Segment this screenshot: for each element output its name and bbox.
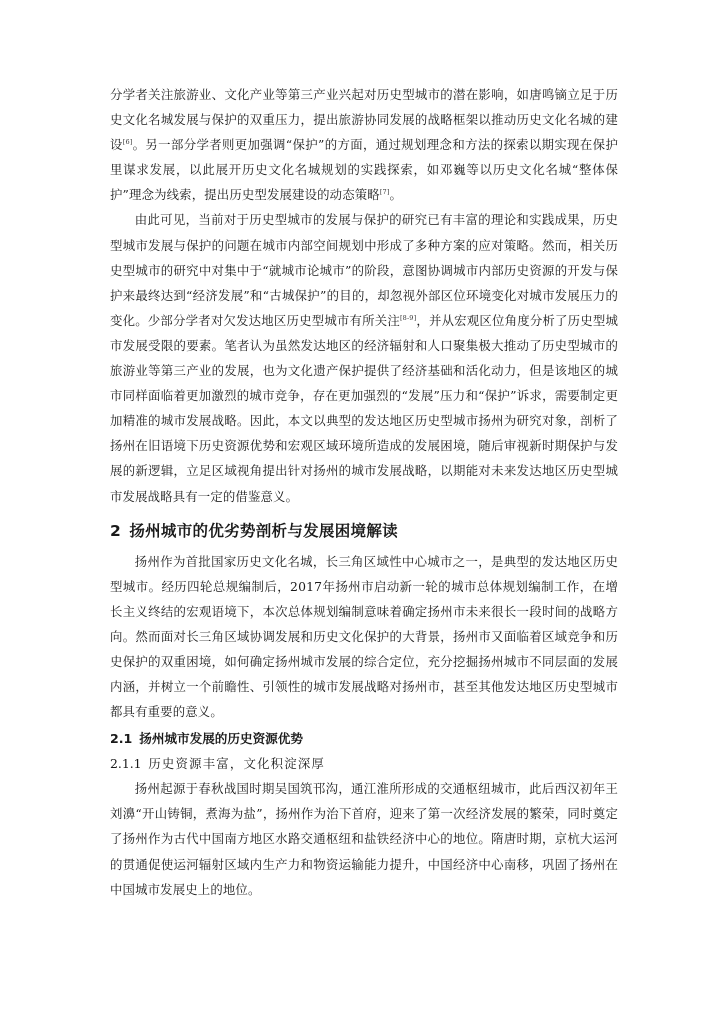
paragraph-text: ，并从宏观区位角度分析了历史型城市发展受限的要素。笔者认为虽然发达地区的经济辐射和人口聚集极大推动了历史型城市的旅游业等第三产业的发展，也为文化遗产保护提供了经济基础和活化动力，但是该地区的城市同样面临着更加激烈的城市竞争，存在更加强烈的“发展”压力和“保护”诉求，需要制定更加精准的城市发展战略。因此，本文以典型的发达地区历史型城市扬州为研究对象，剖析了扬州在旧语境下历史资源优势和宏观区域环境所造成的发展困境，随后审视新时期保护与发展的新逻辑，立足区域视角提出针对扬州的城市发展战略，以期能对未来发达地区历史型城市发展战略具有一定的借鉴意义。 <box>110 312 619 504</box>
section-2-1-1-paragraph: 扬州起源于春秋战国时期吴国筑邗沟，通江淮所形成的交通枢纽城市，此后西汉初年王刘濞“开山铸铜，煮海为盐”，扬州作为治下首府，迎来了第一次经济发展的繁荣，同时奠定了扬州作为古代中国南方地区水路交通枢纽和盐铁经济中心的地位。隋唐时期，京杭大运河的贯通促使运河辐射区域内生产力和物资运输能力提升，中国经济中心南移，巩固了扬州在中国城市发展史上的地位。 <box>110 781 618 897</box>
section-number: 2 <box>110 521 121 540</box>
intro-paragraph-1 <box>110 82 618 207</box>
section-heading-2-1 <box>110 728 618 750</box>
intro-paragraph-2 <box>110 207 618 508</box>
paragraph-text: 。另一部分学者则更加强调“保护”的方面，通过规划理念和方法的探索以期实现在保护里谋求发展，以此展开历史文化名城规划的实践探索，如邓巍等以历史文化名城“整体保护”理念为线索，提出历史型发展建设的动态策略 <box>110 137 618 203</box>
section-number: 2.1 <box>110 731 133 747</box>
paragraph-text: 由此可见，当前对于历史型城市的发展与保护的研究已有丰富的理论和实践成果，历史型城市发展与保护的问题在城市内部空间规划中形成了多种方案的应对策略。然而，相关历史型城市的研究中对集中于“就城市论城市”的阶段，意图协调城市内部历史资源的开发与保护来最终达到“经济发展”和“古城保护”的目的，却忽视外部区位环境变化对城市发展压力的变化。少部分学者对欠发达地区历史型城市有所关注 <box>110 212 618 328</box>
section-number: 2.1.1 <box>110 756 142 772</box>
paragraph-text: 分学者关注旅游业、文化产业等第三产业兴起对历史型城市的潜在影响，如唐鸣镝立足于历史文化名城发展与保护的双重压力，提出旅游协同发展的战略框架以推动历史文化名城的建设 <box>110 87 618 153</box>
section-title: 扬州城市的优劣势剖析与发展困境解读 <box>129 521 398 540</box>
section-heading-2-1-1 <box>110 752 618 776</box>
citation-marker: [7] <box>379 188 390 197</box>
section-title: 历史资源丰富，文化积淀深厚 <box>148 756 326 772</box>
section-title: 扬州城市发展的历史资源优势 <box>139 731 303 747</box>
citation-marker: [8-9] <box>399 313 417 322</box>
page-body <box>110 82 618 902</box>
section-2-paragraph: 扬州作为首批国家历史文化名城，长三角区域性中心城市之一，是典型的发达地区历史型城市。经历四轮总规编制后，2017年扬州市启动新一轮的城市总体规划编制工作，在增长主义终结的宏观语境下，本次总体规划编制意味着确定扬州市未来很长一段时间的战略方向。然而面对长三角区域协调发展和历史文化保护的大背景，扬州市又面临着区域竞争和历史保护的双重困境，如何确定扬州城市发展的综合定位，充分挖掘扬州城市不同层面的发展内涵，并树立一个前瞻性、引领性的城市发展战略对扬州市，甚至其他发达地区历史型城市都具有重要的意义。 <box>110 553 618 720</box>
citation-marker: [6] <box>122 138 133 147</box>
paragraph-text: 。 <box>389 187 403 203</box>
section-heading-2 <box>110 519 618 543</box>
